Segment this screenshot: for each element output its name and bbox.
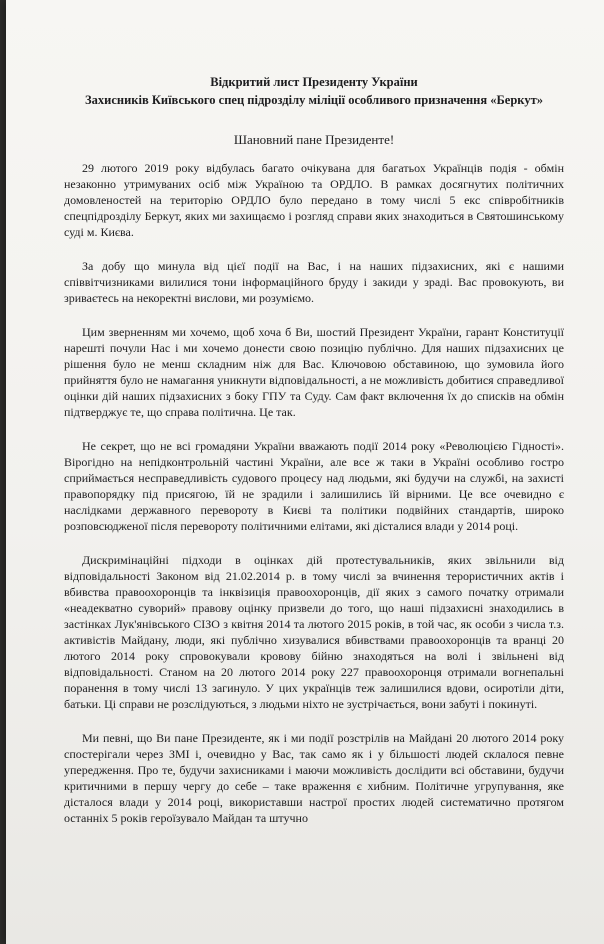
paragraph-3: Цим зверненням ми хочемо, щоб хоча б Ви, шостий Президент України, гарант Конституції нарешті почули Нас і ми хочемо донести свою позицію публічно. Для наших підзахисних це рішення було не менш складним ніж для Вас. Ключовою обставиною, що зумовила його прийняття було не намагання уникнути відповідальності, а не можливість добитися справедливої оцінки дій наших підзахисних з боку ГПУ та Суду. Сам факт включення їх до списків на обмін підтверджує те, що справа політична. Це так. xyxy=(64,325,564,419)
letter-body xyxy=(64,74,564,844)
letter-sheet xyxy=(6,0,604,944)
paragraph-4: Не секрет, що не всі громадяни України вважають події 2014 року «Революцією Гідності». Вірогідно на непідконтрольній частині України, але все ж таки в Україні особливо гостро сприймається несправедливість судового процесу над людьми, які будучи на службі, на захисті правопорядку під присягою, їй не зрадили і залишились їй вірними. Це все очевидно є наслідками державного перевороту в Києві та політики подвійних стандартів, широко розповсюдженої після перевороту політичними елітами, які дісталися влади у 2014 році. xyxy=(64,439,564,533)
letter-subtitle: Захисників Київського спец підрозділу міліції особливого призначення «Беркут» xyxy=(85,93,543,107)
paragraph-6: Ми певні, що Ви пане Президенте, як і ми події розстрілів на Майдані 20 лютого 2014 року спостерігали через ЗМІ і, очевидно у Вас, так само як і у більшості людей склалося певне упередження. Про те, будучи захисниками і маючи можливість дослідити всі обставини, будучи критичними в першу чергу до себе – таке враження є хибним. Політичне угрупування, яке дісталося влади у 2014 році, використавши настрої простих людей систематично протягом останніх 5 років героїзувало Майдан та штучно xyxy=(64,731,564,825)
letter-title: Відкритий лист Президенту України xyxy=(210,75,418,89)
paragraph-2: За добу що минула від цієї події на Вас, і на наших підзахисних, які є нашими співвітчизниками вилилися тони інформаційного бруду і закиди у зраді. Вас провокують, ви зриваєтесь на некоректні вислови, ми розуміємо. xyxy=(64,259,564,305)
salutation: Шановний пане Президенте! xyxy=(233,132,395,147)
paragraph-1: 29 лютого 2019 року відбулась багато очікувана для багатьох Українців подія - обмін незаконно утримуваних осіб між Україною та ОРДЛО. В рамках досягнутих політичних домовленостей на територію ОРДЛО було передано в тому числі 5 екс співробітників спецпідрозділу Беркут, яких ми захищаємо і розгляд справи яких знаходиться в Святошинському суді м. Києва. xyxy=(64,161,564,239)
paragraph-5: Дискримінаційні підходи в оцінках дій протестувальників, яких звільнили від відповідальності Законом від 21.02.2014 р. в тому числі за вчинення терористичних актів і вбивства правоохоронців та інквізиція правоохоронців, дії яких з самого початку отримали «неадекватно суворий» правову оцінку призвели до того, що наші підзахисні знаходились в застінках Лук'янівського СІЗО з квітня 2014 та лютого 2015 років, в той час, як особи з числа т.з. активістів Майдану, люди, які публічно хизувалися вбивствами правоохоронців та вранці 20 лютого 2014 року спровокували кровову бійню знаходяться на волі і звільнені від відповідальності. Станом на 20 лютого 2014 року 227 правоохоронця отримали вогнепальні поранення в тому числі 13 загинуло. У цих українців теж залишилися вдови, осиротіли діти, батьки. Ці справи не розслідуються, з людьми ніхто не зустрічається, вони забуті і покинуті. xyxy=(64,553,564,711)
